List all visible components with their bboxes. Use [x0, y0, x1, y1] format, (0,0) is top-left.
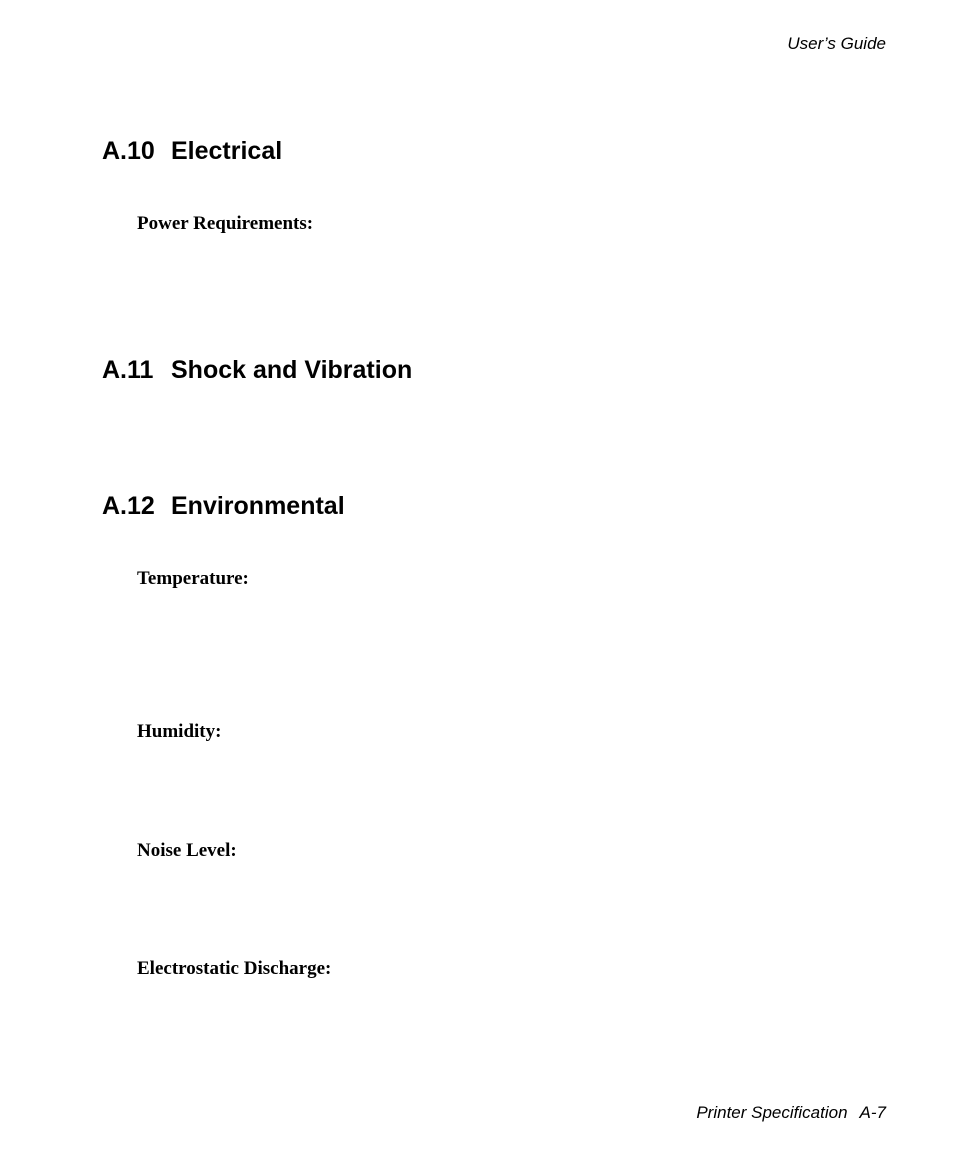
section-title: Shock and Vibration — [171, 356, 413, 384]
subheading-humidity: Humidity: — [137, 721, 222, 742]
page-number: A-7 — [859, 1103, 886, 1122]
section-number: A.10 — [102, 137, 155, 165]
section-number: A.11 — [102, 356, 154, 384]
section-heading-electrical — [102, 136, 282, 166]
section-heading-environmental — [102, 491, 345, 521]
section-title: Environmental — [171, 492, 345, 520]
subheading-noise-level: Noise Level: — [137, 840, 237, 861]
subheading-electrostatic-discharge: Electrostatic Discharge: — [137, 958, 332, 979]
footer-chapter: Printer Specification — [696, 1103, 848, 1122]
section-heading-shock-and-vibration — [102, 355, 412, 385]
subheading-temperature: Temperature: — [137, 568, 249, 589]
running-header: User’s Guide — [787, 34, 886, 53]
section-title: Electrical — [171, 137, 283, 165]
subheading-power-requirements: Power Requirements: — [137, 213, 314, 234]
section-number: A.12 — [102, 492, 155, 520]
running-footer — [696, 1103, 886, 1123]
